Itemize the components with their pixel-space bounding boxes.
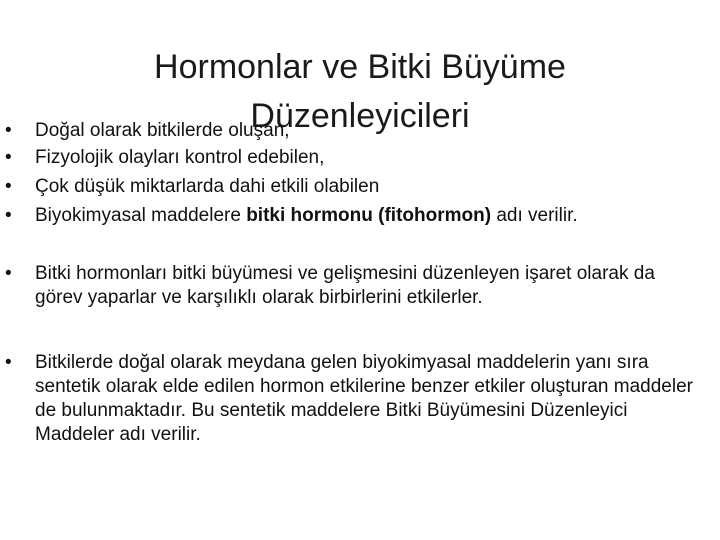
bullet-marker: •	[5, 120, 12, 141]
bullet-marker: •	[5, 176, 12, 197]
bullet-text: Fizyolojik olayları kontrol edebilen,	[35, 147, 325, 168]
bullet-item-6	[5, 351, 695, 447]
title-line-1: Hormonlar ve Bitki Büyüme	[154, 47, 566, 86]
bullet-marker: •	[5, 352, 12, 373]
bullet-text: Bitki hormonları bitki büyümesi ve gelişmesini düzenleyen işaret olarak da görev yaparlar ve karşılıklı olarak birbirlerini etkilerler.	[35, 263, 655, 308]
bullet-text: Çok düşük miktarlarda dahi etkili olabilen	[35, 176, 380, 197]
bold-term-phytohormone: (fitohormon)	[378, 205, 492, 226]
bullet-text: Bitkilerde doğal olarak meydana gelen biyokimyasal maddelerin yanı sıra sentetik olarak elde edilen hormon etkilerine benzer etkiler oluşturan maddeler de bulunmaktadır. Bu sentetik maddelere Bitki Büyümesini Düzenleyici Maddeler adı verilir.	[35, 352, 693, 445]
bullet-text-plain: Biyokimyasal maddelere	[35, 205, 247, 226]
title-line-2: Düzenleyicileri	[250, 96, 470, 135]
bullet-item-1	[5, 119, 695, 143]
bullet-marker: •	[5, 147, 12, 168]
bullet-item-4	[5, 204, 695, 228]
bullet-item-2	[5, 146, 695, 170]
bullet-text: Doğal olarak bitkilerde oluşan,	[35, 120, 290, 141]
bold-term-hormone: bitki hormonu	[246, 205, 373, 226]
bullet-text-end: adı verilir.	[491, 205, 578, 226]
bullet-marker: •	[5, 263, 12, 284]
bullet-item-3	[5, 175, 695, 199]
bullet-item-5	[5, 262, 695, 310]
bullet-marker: •	[5, 205, 12, 226]
